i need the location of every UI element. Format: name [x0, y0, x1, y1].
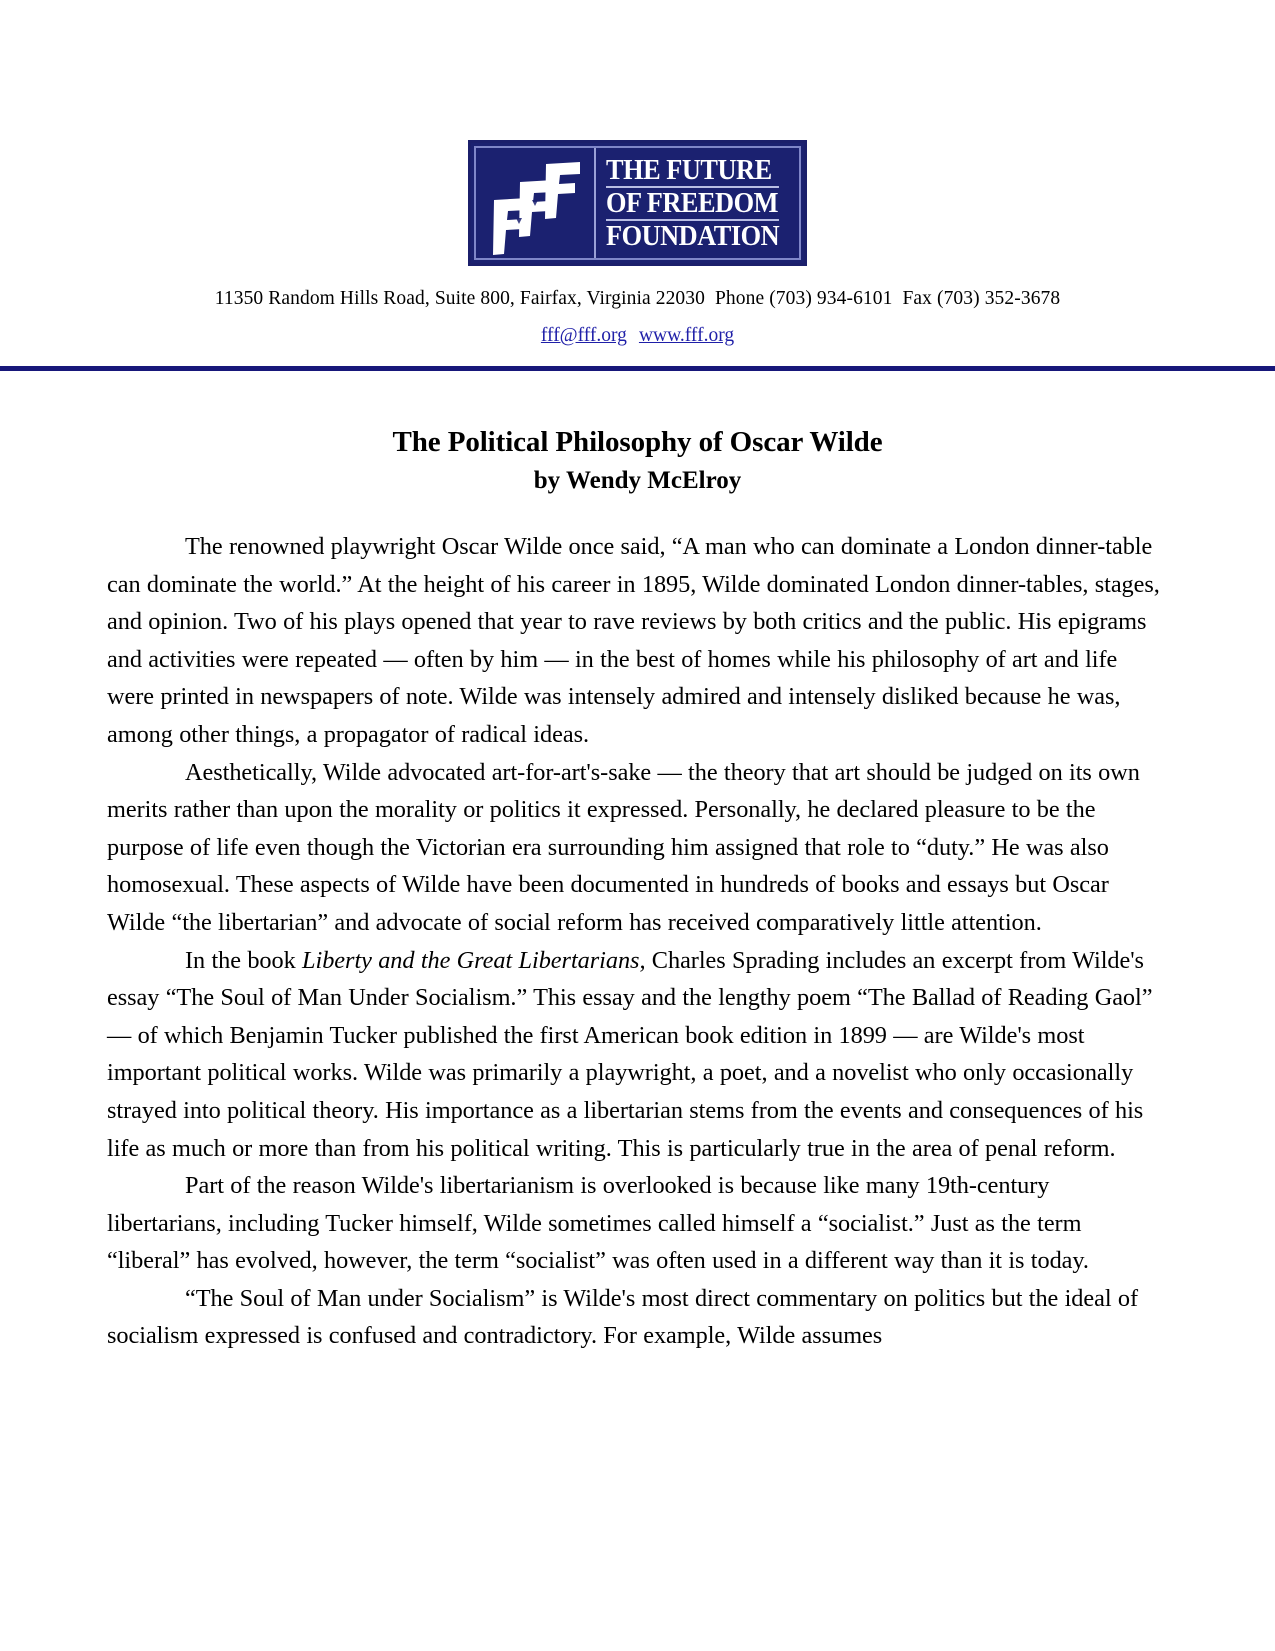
fff-logo-wordmark — [596, 148, 798, 258]
contact-address-line — [0, 286, 1275, 312]
paragraph-1: The renowned playwright Oscar Wilde once said, “A man who can dominate a London dinner-table can dominate the world.” At the height of his career in 1895, Wilde dominated London dinner-tables, stages, and opinion. Two of his plays opened that year to rave reviews by both critics and the public. His epigrams and activities were repeated — often by him — in the best of homes while his philosophy of art and life were printed in newspapers of note. Wilde was intensely admired and intensely disliked because he was, among other things, a propagator of radical ideas. — [107, 533, 1160, 748]
paragraph-3-before-italic: In the book — [185, 946, 303, 974]
article-body — [107, 528, 1168, 1355]
fff-logo — [468, 140, 806, 266]
paragraph-4: Part of the reason Wilde's libertarianism is overlooked is because like many 19th-century libertarians, including Tucker himself, Wilde sometimes called himself a “socialist.” Just as the term “liberal” has evolved, however, the term “socialist” was often used in a different way than it is today. — [107, 1172, 1089, 1275]
header-divider — [0, 366, 1275, 371]
paragraph-3-after-italic: Charles Sprading includes an excerpt from Wilde's essay “The Soul of Man Under Socialism.” This essay and the lengthy poem “The Ballad of Reading Gaol” — of which Benjamin Tucker published the first American book edition in 1899 — are Wilde's most important political works. Wilde was primarily a playwright, a poet, and a novelist who only occasionally strayed into political theory. His importance as a libertarian stems from the events and consequences of his life as much or more than from his political writing. This is particularly true in the area of penal reform. — [107, 946, 1153, 1162]
fff-logo-line-2: OF FREEDOM — [606, 187, 779, 219]
article-byline: by Wendy McElroy — [533, 467, 742, 494]
phone-text: Phone (703) 934-6101 — [714, 288, 893, 309]
contact-links-line — [0, 323, 1275, 349]
paragraph-2: Aesthetically, Wilde advocated art-for-art's-sake — the theory that art should be judged on its own merits rather than upon the morality or politics it expressed. Personally, he declared pleasure to be the purpose of life even though the Victorian era surrounding him assigned that role to “duty.” He was also homosexual. These aspects of Wilde have been documented in hundreds of books and essays but Oscar Wilde “the libertarian” and advocate of social reform has received comparatively little attention. — [107, 758, 1140, 936]
address-text: 11350 Random Hills Road, Suite 800, Fairfax, Virginia 22030 — [214, 288, 705, 309]
paragraph-5: “The Soul of Man under Socialism” is Wilde's most direct commentary on politics but the ideal of socialism expressed is confused and contradictory. For example, Wilde assumes — [107, 1284, 1139, 1350]
fff-monogram-icon — [476, 148, 596, 258]
fff-logo-line-1: THE FUTURE — [606, 155, 779, 188]
fax-text: Fax (703) 352-3678 — [902, 288, 1061, 309]
page-title: The Political Philosophy of Oscar Wilde — [392, 426, 883, 458]
website-link[interactable]: www.fff.org — [638, 325, 735, 346]
book-title-italic: Liberty and the Great Libertarians, — [302, 946, 646, 974]
email-link[interactable]: fff@fff.org — [540, 325, 627, 346]
letterhead — [0, 0, 1275, 371]
paragraph-3 — [107, 942, 1168, 1168]
fff-logo-inner — [474, 146, 800, 260]
fff-logo-line-3: FOUNDATION — [606, 220, 780, 252]
article — [0, 423, 1275, 1355]
